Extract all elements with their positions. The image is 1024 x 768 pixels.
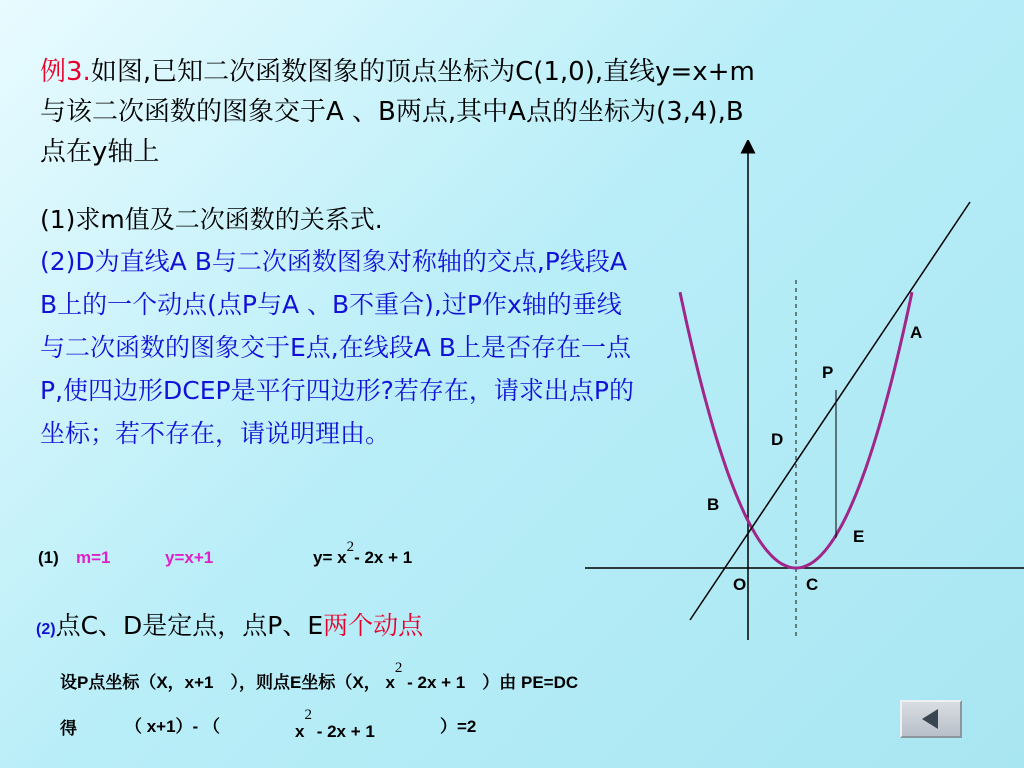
problem-line-3: 点在y轴上 <box>40 137 160 167</box>
parabola-curve <box>680 292 912 568</box>
problem-prefix: 例3. <box>40 57 91 87</box>
question-1: (1)求m值及二次函数的关系式. <box>40 205 383 234</box>
equation-right: ）=2 <box>440 717 477 736</box>
equation-left: （ x+1）- （ <box>125 717 220 736</box>
label-o: O <box>733 575 747 594</box>
label-b: B <box>707 495 720 514</box>
solution-1-m: m=1 <box>76 548 111 567</box>
solution-1-quadratic: y= x2- 2x + 1 <box>313 539 413 567</box>
label-p: P <box>822 363 834 382</box>
problem-line-2: 与该二次函数的图象交于A 、B两点,其中A点的坐标为(3,4),B <box>40 97 744 127</box>
problem-line-1: 例3.如图,已知二次函数图象的顶点坐标为C(1,0),直线y=x+m <box>40 57 755 87</box>
label-a: A <box>910 323 923 342</box>
label-e: E <box>853 527 865 546</box>
equation-middle: x2 - 2x + 1 <box>295 707 375 741</box>
solution-1-label: (1) <box>38 548 59 567</box>
equation-de: 得 <box>60 719 77 738</box>
solution-2: (2)点C、D是定点，点P、E两个动点 <box>36 611 424 640</box>
label-c: C <box>806 575 819 594</box>
question-2: (2)D为直线A B与二次函数图象对称轴的交点,P线段A B上的一个动点(点P与A 、B不重合),过P作x轴的垂线与二次函数的图象交于E点,在线段A B上是否存在一点P,使四边形DCEP是平行四边形?若存在，请求出点P的坐标；若不存在，请说明理由。 <box>40 247 634 448</box>
label-d: D <box>771 430 784 449</box>
back-button[interactable] <box>900 700 962 738</box>
setup-line: 设P点坐标（X，x+1 ），则点E坐标（X， x2 - 2x + 1 ）由 PE=DC <box>60 660 579 692</box>
line-ab <box>690 202 970 620</box>
back-arrow-icon <box>902 702 960 736</box>
parabola-figure <box>580 140 1024 650</box>
solution-1-line: y=x+1 <box>165 548 214 567</box>
